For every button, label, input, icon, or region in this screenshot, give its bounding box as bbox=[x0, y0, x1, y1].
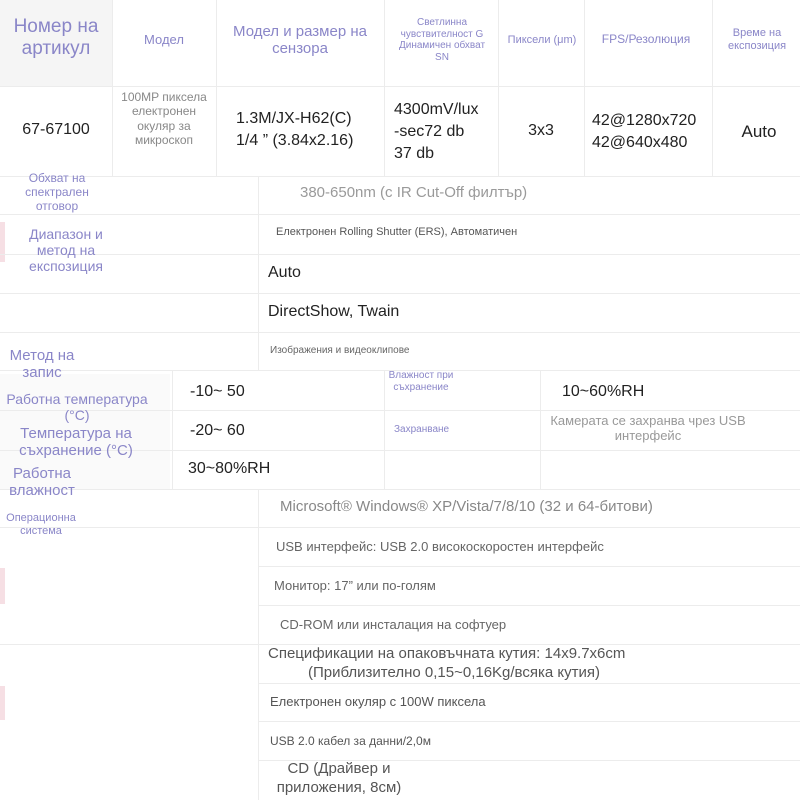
grid-line bbox=[258, 176, 259, 370]
op-temp-label: Работна температура (°C) bbox=[6, 391, 148, 424]
exposure-time-value: Auto bbox=[741, 122, 777, 141]
grid-line bbox=[498, 0, 499, 176]
grid-line bbox=[584, 0, 585, 176]
grid-line bbox=[258, 566, 800, 567]
op-humidity-value: 30~80%RH bbox=[188, 460, 271, 477]
header-sensitivity: Светлинна чувствителност G Динамичен обхват SN bbox=[398, 17, 486, 63]
accent-bar bbox=[0, 686, 5, 720]
header-fps: FPS/Резолюция bbox=[601, 32, 691, 47]
exposure-method-value: Auto bbox=[268, 264, 301, 281]
grid-line bbox=[258, 489, 259, 800]
package-item-cd-1: CD (Драйвер и bbox=[287, 760, 391, 777]
accent-bar bbox=[0, 222, 5, 262]
storage-humidity-label: Влажност при съхранение bbox=[388, 370, 454, 393]
os-value: Microsoft® Windows® XP/Vista/7/8/10 (32 и 64-битови) bbox=[280, 498, 653, 515]
exposure-method-label: Диапазон и метод на експозиция bbox=[29, 226, 103, 275]
header-model: Модел bbox=[144, 31, 184, 47]
os-label: Операционна система bbox=[6, 512, 76, 537]
grid-line bbox=[258, 721, 800, 722]
grid-line bbox=[0, 214, 800, 215]
fps-value-1: 42@1280x720 bbox=[592, 112, 697, 129]
grid-line bbox=[384, 370, 385, 489]
grid-line bbox=[0, 527, 800, 528]
package-item-cable: USB 2.0 кабел за данни/2,0м bbox=[270, 734, 431, 748]
grid-line bbox=[0, 293, 800, 294]
record-method-label: Метод на запис bbox=[9, 347, 75, 382]
snr-value: 37 db bbox=[394, 145, 435, 162]
spectral-range-value: 380-650nm (с IR Cut-Off филтър) bbox=[300, 184, 528, 201]
grid-line bbox=[712, 0, 713, 176]
header-model-sensor: Модел и размер на сензора bbox=[233, 22, 367, 57]
grid-line bbox=[0, 254, 800, 255]
grid-line bbox=[0, 86, 800, 87]
driver-value: DirectShow, Twain bbox=[268, 303, 400, 320]
grid-line bbox=[540, 370, 541, 489]
storage-temp-value: -20~ 60 bbox=[190, 422, 245, 439]
op-humidity-label: Работна влажност bbox=[9, 465, 75, 500]
fps-value-2: 42@640x480 bbox=[592, 134, 688, 151]
spectral-range-label: Обхват на спектрален отговор bbox=[25, 171, 89, 213]
dynamic-range-value: -sec72 db bbox=[394, 123, 465, 140]
grid-line bbox=[172, 370, 173, 489]
grid-line bbox=[258, 683, 800, 684]
monitor-value: Монитор: 17” или по-голям bbox=[274, 578, 436, 593]
storage-humidity-value: 10~60%RH bbox=[562, 383, 645, 400]
record-value: Изображения и видеоклипове bbox=[270, 345, 410, 356]
article-number: 67-67100 bbox=[22, 121, 90, 138]
grid-line bbox=[0, 489, 800, 490]
package-spec: Спецификации на опаковъчната кутия: 14x9.7x6cm bbox=[268, 645, 626, 662]
header-exposure-time: Време на експозиция bbox=[727, 27, 787, 52]
package-item-cd-2: приложения, 8см) bbox=[276, 779, 402, 796]
power-value: Камерата се захранва чрез USB интерфейс bbox=[550, 413, 746, 443]
grid-line bbox=[258, 605, 800, 606]
sensor-model: 1.3M/JX-H62(C) bbox=[236, 110, 352, 127]
grid-line bbox=[0, 332, 800, 333]
accent-bar bbox=[0, 568, 5, 604]
sensor-size: 1/4 ” (3.84x2.16) bbox=[236, 132, 354, 149]
storage-temp-label: Температура на съхранение (°C) bbox=[19, 425, 133, 460]
shutter-value: Електронен Rolling Shutter (ERS), Автоматичен bbox=[276, 226, 518, 238]
package-item-eyepiece: Електронен окуляр с 100W пиксела bbox=[270, 694, 486, 709]
grid-line bbox=[216, 0, 217, 176]
header-pixels: Пиксели (μm) bbox=[507, 33, 577, 46]
op-temp-value: -10~ 50 bbox=[190, 383, 245, 400]
pixel-size-value: 3x3 bbox=[528, 122, 554, 139]
package-weight: (Приблизително 0,15~0,16Kg/всяка кутия) bbox=[308, 664, 600, 681]
grid-line bbox=[0, 176, 800, 177]
sensitivity-value: 4300mV/lux bbox=[394, 101, 479, 118]
cdrom-value: CD-ROM или инсталация на софтуер bbox=[280, 617, 507, 632]
header-article-no: Номер на артикул bbox=[13, 16, 99, 59]
model-name: 100MP пиксела електронен окуляр за микроскоп bbox=[121, 90, 207, 148]
power-label: Захранване bbox=[394, 424, 450, 435]
usb-value: USB интерфейс: USB 2.0 високоскоростен интерфейс bbox=[276, 539, 604, 554]
grid-line bbox=[384, 0, 385, 176]
